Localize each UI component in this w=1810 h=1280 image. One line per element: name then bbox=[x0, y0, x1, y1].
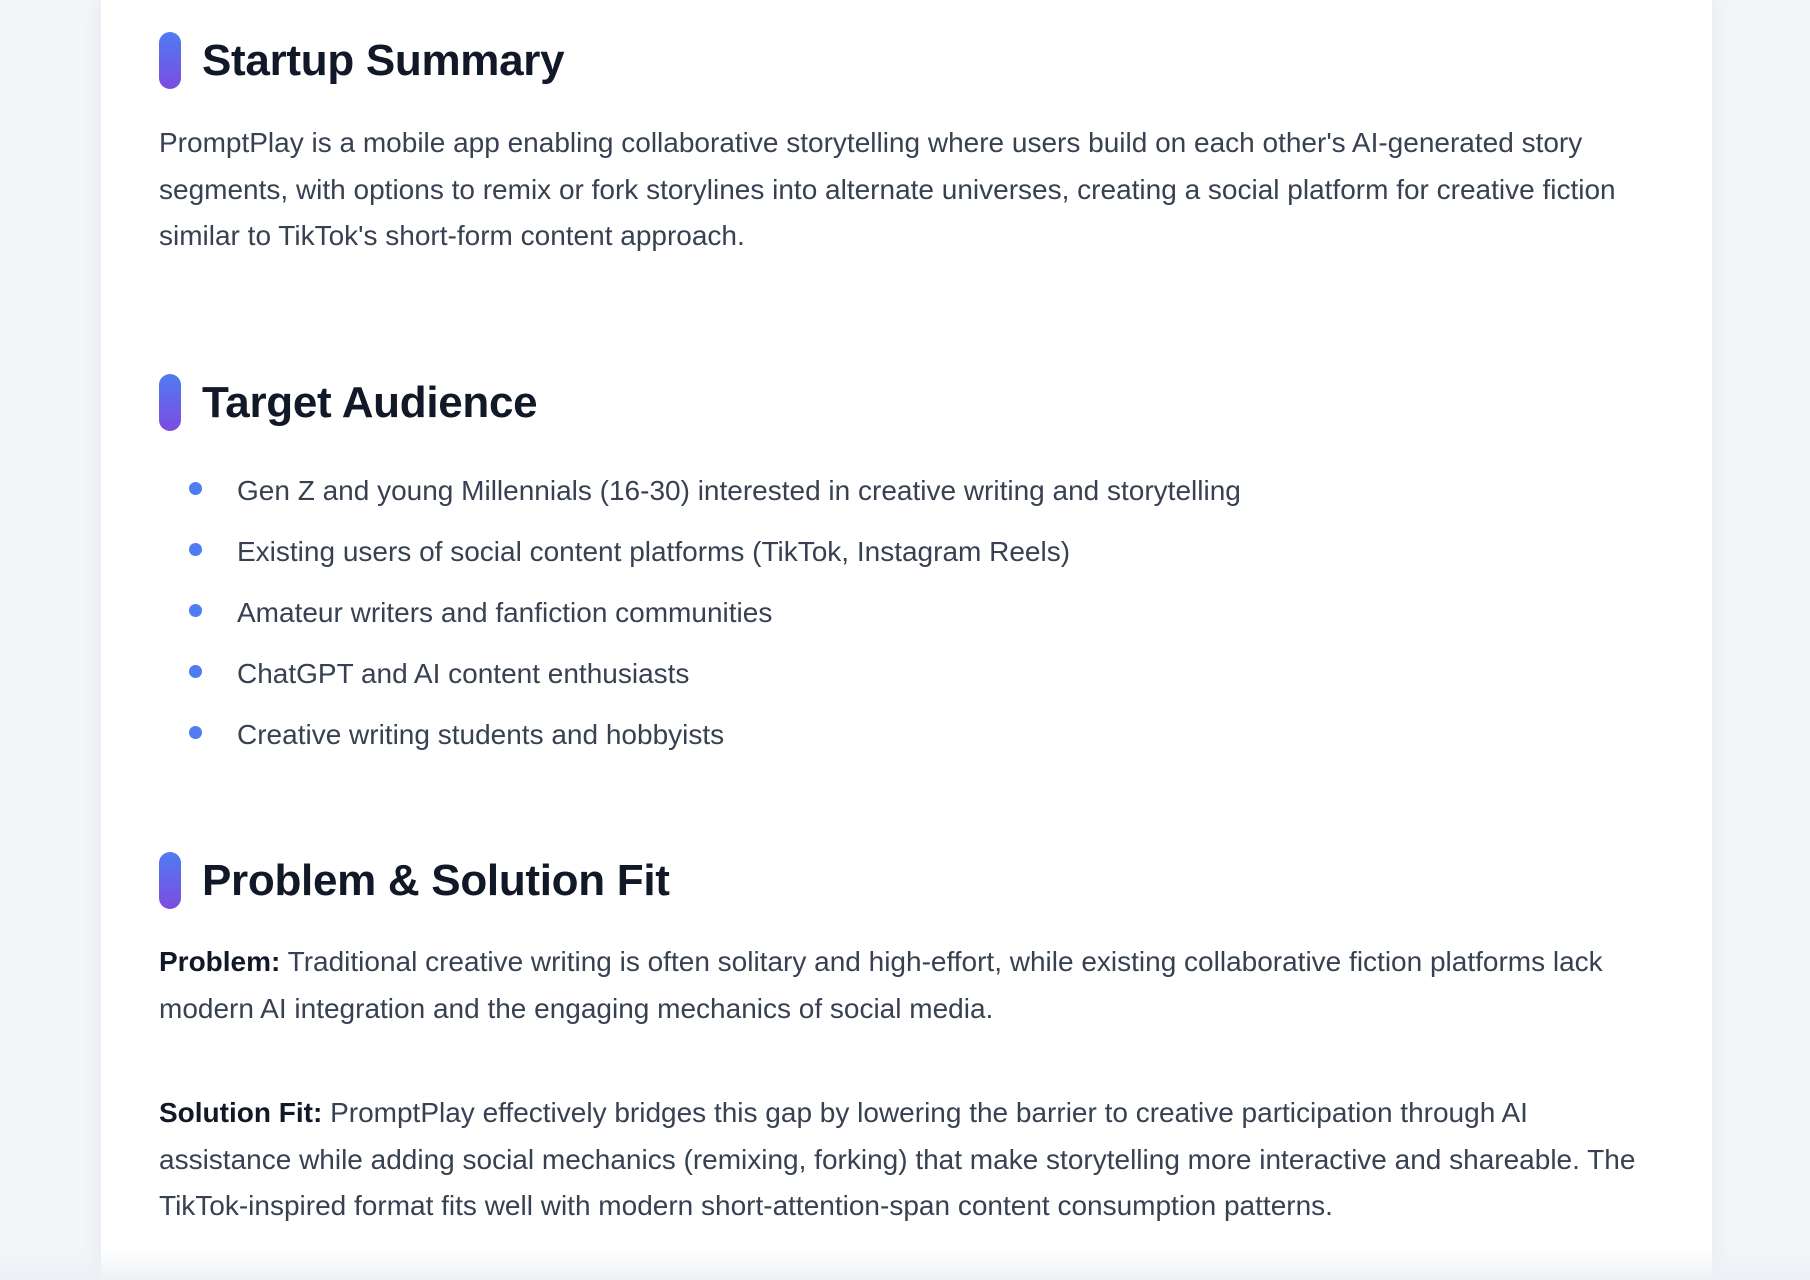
heading-accent-bar bbox=[159, 374, 181, 431]
section-heading-startup-summary bbox=[159, 32, 564, 89]
solution-fit-paragraph bbox=[159, 1090, 1659, 1230]
list-item-text: Amateur writers and fanfiction communities bbox=[237, 596, 773, 628]
heading-accent-bar bbox=[159, 32, 181, 89]
problem-label: Problem: bbox=[159, 946, 281, 977]
list-item-text: Existing users of social content platforms (TikTok, Instagram Reels) bbox=[237, 535, 1071, 567]
list-item bbox=[159, 460, 1241, 521]
bullet-dot bbox=[189, 543, 202, 556]
section-heading-target-audience bbox=[159, 374, 537, 431]
list-item bbox=[159, 643, 1241, 704]
section-title: Startup Summary bbox=[202, 35, 565, 85]
list-item bbox=[159, 582, 1241, 643]
section-heading-problem-solution-fit bbox=[159, 852, 670, 909]
report-page bbox=[101, 0, 1712, 1280]
solution-fit-text: PromptPlay effectively bridges this gap by lowering the barrier to creative participation through AI assistance while adding social mechanics (remixing, forking) that make storytelling more interactive and shareable. The TikTok-inspired format fits well with modern short-attention-span content consumption patterns. bbox=[159, 1097, 1636, 1221]
bullet-dot bbox=[189, 665, 202, 678]
heading-accent-bar bbox=[159, 852, 181, 909]
list-item-text: Creative writing students and hobbyists bbox=[237, 718, 725, 750]
problem-paragraph bbox=[159, 939, 1639, 1032]
list-item-text: ChatGPT and AI content enthusiasts bbox=[237, 657, 690, 689]
bullet-dot bbox=[189, 482, 202, 495]
section-title: Target Audience bbox=[202, 377, 538, 427]
problem-text: Traditional creative writing is often solitary and high-effort, while existing collaborative fiction platforms lack modern AI integration and the engaging mechanics of social media. bbox=[159, 946, 1603, 1024]
section-title: Problem & Solution Fit bbox=[202, 855, 670, 905]
list-item bbox=[159, 521, 1241, 582]
startup-summary-text: PromptPlay is a mobile app enabling collaborative storytelling where users build on each other's AI-generated story segments, with options to remix or fork storylines into alternate universes, creating a social platform for creative fiction similar to TikTok's short-form content approach. bbox=[159, 127, 1616, 251]
target-audience-list bbox=[159, 460, 1241, 765]
bullet-dot bbox=[189, 726, 202, 739]
list-item-text: Gen Z and young Millennials (16-30) interested in creative writing and storytelling bbox=[237, 474, 1241, 506]
list-item bbox=[159, 704, 1241, 765]
bullet-dot bbox=[189, 604, 202, 617]
solution-fit-label: Solution Fit: bbox=[159, 1097, 323, 1128]
